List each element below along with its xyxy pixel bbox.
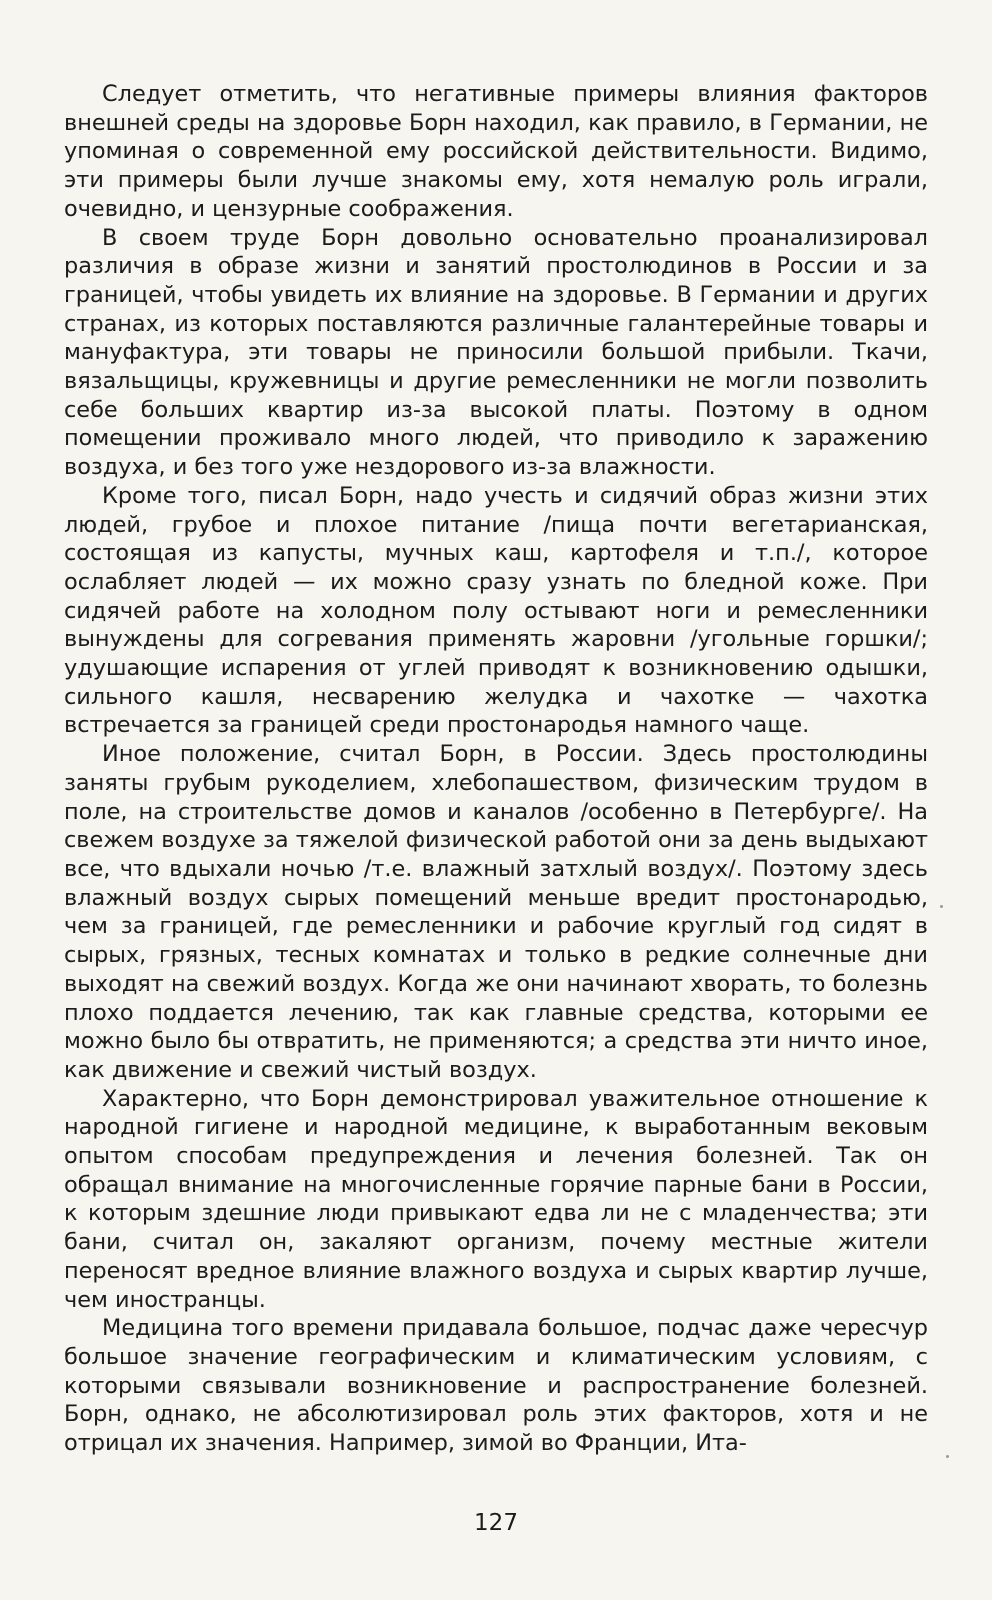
scan-speck: [946, 1455, 949, 1458]
paragraph-1: Следует отметить, что негативные примеры влияния факторов внешней среды на здоровье Борн находил, как правило, в Германии, не упоминая о современной ему российской действительности. Видимо, эти примеры были лучше знакомы ему, хотя немалую роль играли, очевидно, и цензурные соображения.: [64, 81, 928, 222]
scan-speck: [940, 905, 943, 908]
paragraph-2: В своем труде Борн довольно основательно проанализировал различия в образе жизни и занятий простолюдинов в России и за границей, чтобы увидеть их влияние на здоровье. В Германии и других странах, из которых поставляются различные галантерейные товары и мануфактура, эти товары не приносили большой прибыли. Ткачи, вязальщицы, кружевницы и другие ремесленники не могли позволить себе больших квартир из-за высокой платы. Поэтому в одном помещении проживало много людей, что приводило к заражению воздуха, и без того уже нездорового из-за влажности.: [64, 224, 928, 481]
page-number: 127: [474, 1510, 518, 1536]
paragraph-3: Кроме того, писал Борн, надо учесть и сидячий образ жизни этих людей, грубое и плохое питание /пища почти вегетарианская, состоящая из капусты, мучных каш, картофеля и т.п./, которое ослабляет людей — их можно сразу узнать по бледной коже. При сидячей работе на холодном полу остывают ноги и ремесленники вынуждены для согревания применять жаровни /угольные горшки/; удушающие испарения от углей приводят к возникновению одышки, сильного кашля, несварению желудка и чахотке — чахотка встречается за границей среди простонародья намного чаще.: [64, 482, 928, 739]
paragraph-6: Медицина того времени придавала большое, подчас даже чересчур большое значение географическим и климатическим условиям, с которыми связывали возникновение и распространение болезней. Борн, однако, не абсолютизировал роль этих факторов, хотя и не отрицал их значения. Например, зимой во Франции, Ита-: [64, 1315, 928, 1457]
paragraph-5: Характерно, что Борн демонстрировал уважительное отношение к народной гигиене и народной медицине, к выработанным вековым опытом способам предупреждения и лечения болезней. Так он обращал внимание на многочисленные горячие парные бани в России, к которым здешние люди привыкают едва ли не с младенчества; эти бани, считал он, закаляют организм, почему местные жители переносят вредное влияние влажного воздуха и сырых квартир лучше, чем иностранцы.: [64, 1085, 928, 1313]
paragraph-4: Иное положение, считал Борн, в России. Здесь простолюдины заняты грубым рукоделием, хлебопашеством, физическим трудом в поле, на строительстве домов и каналов /особенно в Петербурге/. На свежем воздухе за тяжелой физической работой они за день выдыхают все, что вдыхали ночью /т.е. влажный затхлый воздух/. Поэтому здесь влажный воздух сырых помещений меньше вредит простонародью, чем за границей, где ремесленники и рабочие круглый год сидят в сырых, грязных, тесных комнатах и только в редкие солнечные дни выходят на свежий воздух. Когда же они начинают хворать, то болезнь плохо поддается лечению, так как главные средства, которыми ее можно было бы отвратить, не применяются; а средства эти ничто иное, как движение и свежий чистый воздух.: [64, 741, 928, 1083]
body-text: [64, 80, 928, 1458]
